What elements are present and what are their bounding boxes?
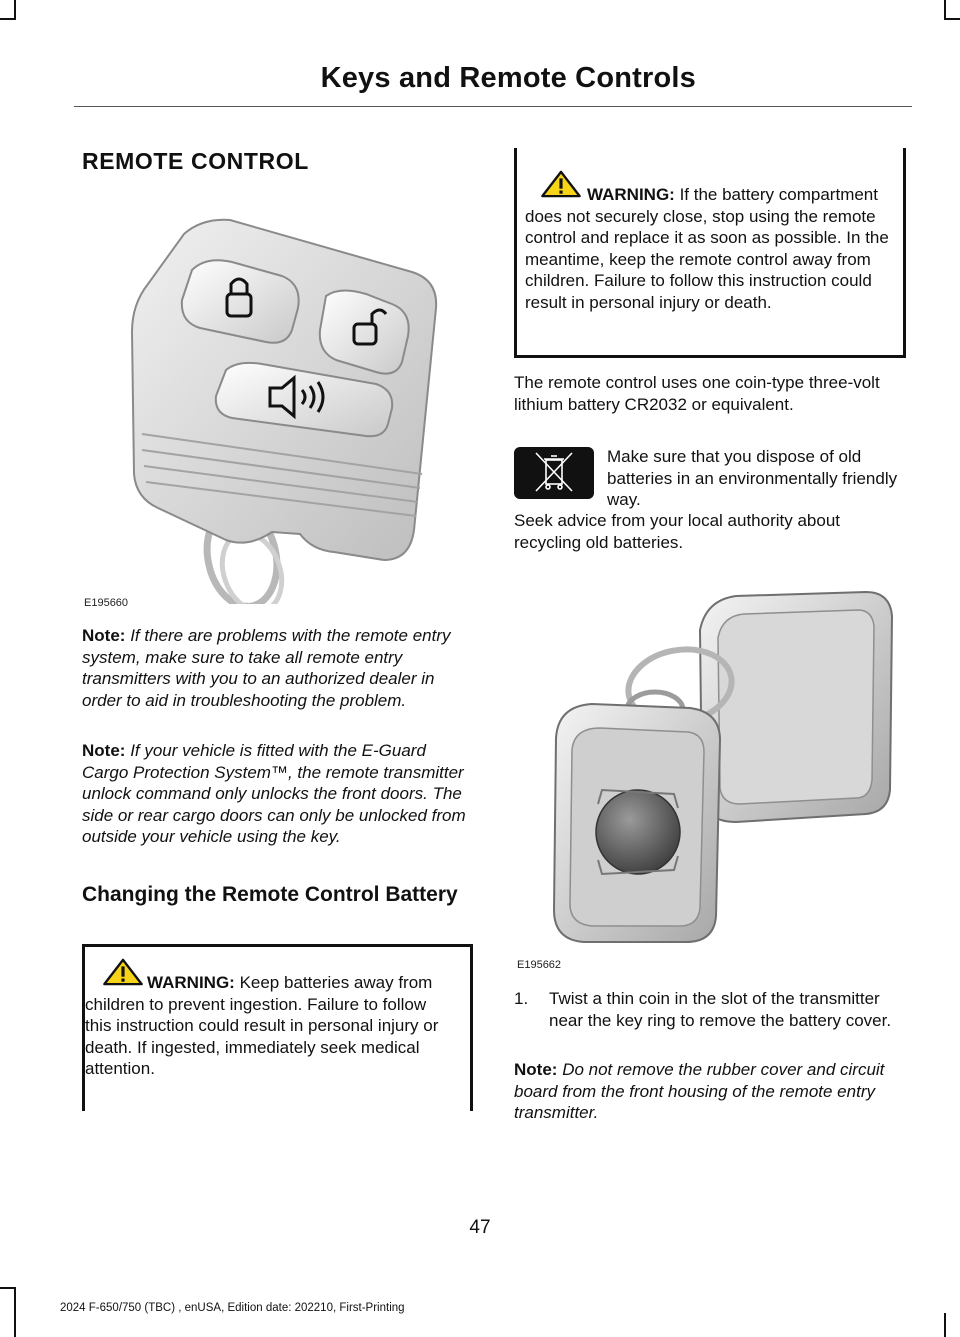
warning-box bbox=[82, 944, 473, 1111]
note-paragraph bbox=[82, 625, 476, 711]
warning-content bbox=[525, 176, 900, 313]
figure-caption: E195660 bbox=[84, 597, 129, 609]
step-text: Twist a thin coin in the slot of the transmitter near the key ring to remove the battery cover. bbox=[549, 989, 892, 1030]
warning-text: Keep batteries away from children to prevent ingestion. Failure to follow this instruction could result in personal injury or death. If ingested, immediately seek medical attention. bbox=[85, 973, 439, 1078]
subsection-heading: Changing the Remote Control Battery bbox=[82, 883, 458, 906]
warning-label: WARNING: bbox=[147, 973, 235, 992]
step-number: 1. bbox=[514, 989, 529, 1008]
remote-key-fob-illustration bbox=[122, 212, 462, 604]
recycle-bin-crossed-icon bbox=[514, 447, 594, 499]
warning-label: WARNING: bbox=[587, 185, 675, 204]
page-number: 47 bbox=[469, 1217, 491, 1238]
note-label: Note: bbox=[514, 1060, 558, 1079]
note-text: If there are problems with the remote entry system, make sure to take all remote entry transmitters with you to an authorized dealer in order to aid in troubleshooting the problem. bbox=[82, 626, 451, 710]
note-label: Note: bbox=[82, 741, 126, 760]
warning-triangle-icon bbox=[101, 958, 145, 986]
note-text: Do not remove the rubber cover and circuit board from the front housing of the remote entry transmitter. bbox=[514, 1060, 885, 1122]
warning-triangle-icon bbox=[539, 170, 583, 198]
key-fob-with-ring-illustration bbox=[540, 590, 900, 950]
page-header-title: Keys and Remote Controls bbox=[320, 62, 696, 94]
crop-mark bbox=[944, 18, 960, 20]
crop-mark bbox=[14, 1287, 16, 1337]
figure-caption: E195662 bbox=[517, 959, 562, 971]
note-paragraph bbox=[514, 1059, 906, 1124]
section-heading: REMOTE CONTROL bbox=[82, 148, 309, 174]
warning-box-top-border bbox=[82, 944, 473, 947]
crop-mark bbox=[944, 1313, 946, 1337]
crop-mark bbox=[944, 0, 946, 20]
note-label: Note: bbox=[82, 626, 126, 645]
warning-text: If the battery compartment does not securely close, stop using the remote control and replace it as soon as possible. In the meantime, keep the remote control away from children. Failure to follow this instruction could result in personal injury or death. bbox=[525, 185, 889, 312]
instruction-step bbox=[514, 988, 906, 1031]
crop-mark bbox=[14, 0, 16, 20]
note-text: If your vehicle is fitted with the E-Guard Cargo Protection System™, the remote transmitter unlock command only unlocks the front doors. The side or rear cargo doors can only be unlocked from outside your vehicle using the key. bbox=[82, 741, 466, 846]
warning-box bbox=[514, 148, 906, 358]
crop-mark bbox=[0, 18, 16, 20]
recycle-advice-paragraph: Seek advice from your local authority about recycling old batteries. bbox=[514, 511, 841, 552]
note-paragraph bbox=[82, 740, 476, 848]
warning-content bbox=[85, 964, 455, 1080]
warning-box-bottom-border bbox=[514, 355, 906, 358]
recycle-paragraph: Make sure that you dispose of old batteries in an environmentally friendly way. bbox=[607, 447, 898, 509]
header-divider bbox=[74, 106, 912, 107]
crop-mark bbox=[0, 1287, 16, 1289]
edition-footer: 2024 F-650/750 (TBC) , enUSA, Edition date: 202210, First-Printing bbox=[60, 1302, 405, 1314]
battery-type-paragraph: The remote control uses one coin-type three-volt lithium battery CR2032 or equivalent. bbox=[514, 373, 880, 414]
